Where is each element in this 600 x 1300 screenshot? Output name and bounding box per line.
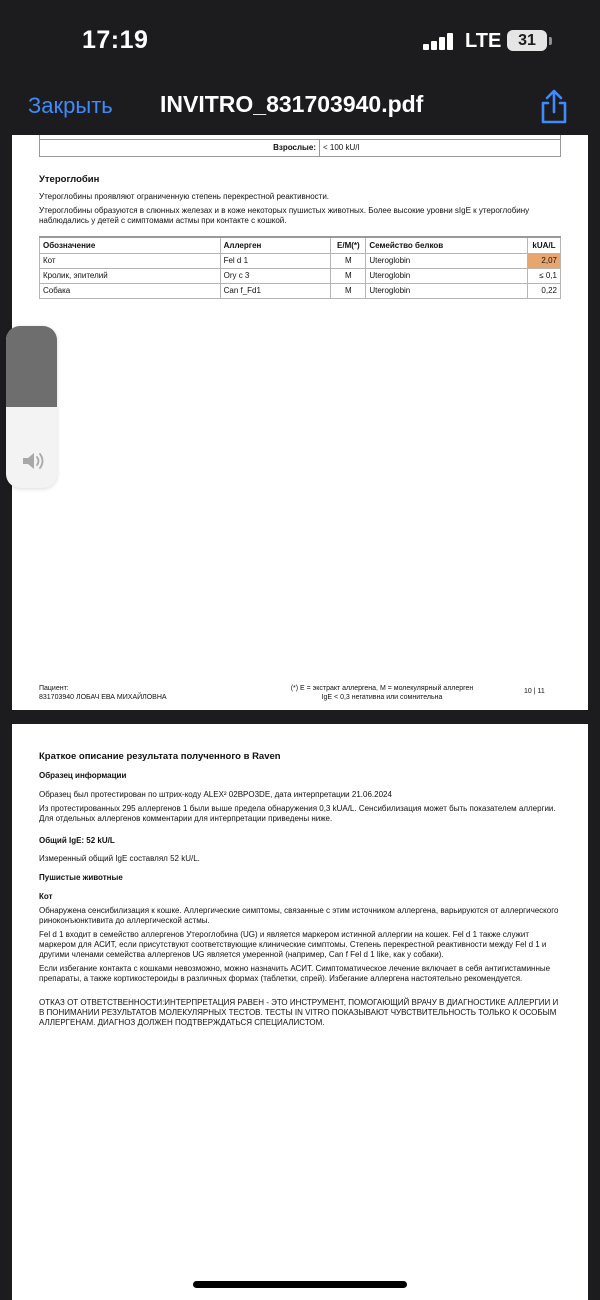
volume-slider[interactable]	[6, 326, 57, 488]
patient-label: Пациент:	[39, 685, 69, 692]
allergen-table	[39, 236, 561, 299]
paragraph: Fel d 1 входит в семейство аллергенов Утероглобина (UG) и является маркером истинной аллергии на кошек. Fel d 1 также служит маркером для АСИТ, если присутствуют соответствующие клинические симптомы. Степень перекрестной реактивности между Fel d 1 и другими членами семейства аллергенов UG является умеренной (например, Can f Fel d 1 like, как у собаки).	[39, 930, 547, 959]
table-cell: Fel d 1	[220, 253, 331, 268]
table-header-row	[40, 237, 561, 253]
table-cell: Uteroglobin	[366, 253, 528, 268]
share-button[interactable]	[537, 88, 571, 126]
paragraph: Если избегание контакта с кошками невозможно, можно назначить АСИТ. Симптоматическое лечение включает в себя антигистаминные препараты, а также кортикостероиды в различных формах (таблетки, спрей). Избегание аллергена настоятельно рекомендуется.	[39, 964, 551, 983]
table-cell: ≤ 0,1	[527, 268, 560, 283]
clock: 17:19	[82, 26, 149, 54]
section-paragraph: Утероглобины проявляют ограниченную степень перекрестной реактивности.	[39, 192, 330, 201]
navigation-bar	[0, 80, 600, 135]
paragraph: Образец был протестирован по штрих-коду ALEX² 02BPO3DE, дата интерпретации 21.06.2024	[39, 790, 392, 799]
table-cell: Uteroglobin	[366, 283, 528, 298]
legend-line: IgE < 0,3 негативна или сомнительна	[321, 693, 443, 701]
page-footer-patient	[39, 685, 167, 702]
paragraph: Измеренный общий IgE составлял 52 kU/L.	[39, 854, 200, 863]
reference-table	[39, 135, 561, 157]
battery-icon: 31	[507, 30, 547, 51]
table-cell: Кот	[40, 253, 221, 268]
table-cell: Can f_Fd1	[220, 283, 331, 298]
subheading: Кот	[39, 892, 53, 901]
column-header: Аллерген	[220, 237, 331, 253]
table-cell: Кролик, эпителий	[40, 268, 221, 283]
table-row	[40, 283, 561, 298]
table-cell: Uteroglobin	[366, 268, 528, 283]
pdf-page-11	[12, 724, 588, 1300]
column-header: E/M(*)	[331, 237, 366, 253]
table-cell: M	[331, 253, 366, 268]
table-cell: Собака	[40, 283, 221, 298]
status-bar	[0, 0, 600, 80]
page-footer-legend	[267, 685, 497, 702]
column-header: Семейство белков	[366, 237, 528, 253]
subheading: Образец информации	[39, 771, 127, 780]
reference-value: < 100 kU/l	[323, 143, 360, 152]
summary-title: Краткое описание результата полученного в Raven	[39, 751, 281, 762]
legend-line: (*) E = экстракт аллергена, M = молекулярный аллерген	[290, 685, 474, 692]
subheading: Общий IgE: 52 kU/L	[39, 836, 115, 845]
subheading: Пушистые животные	[39, 873, 123, 882]
table-row	[40, 268, 561, 283]
column-header: Обозначение	[40, 237, 221, 253]
reference-label: Взрослые:	[40, 140, 320, 156]
section-paragraph: Утероглобины образуются в слюнных железах и в коже некоторых пушистых животных. Более высокие уровни sIgE к утероглобину наблюдались у детей с симптомами астмы при контакте с кошкой.	[39, 206, 530, 225]
section-title: Утероглобин	[39, 174, 100, 185]
home-indicator[interactable]	[193, 1281, 407, 1288]
volume-level	[6, 326, 57, 407]
table-row	[40, 253, 561, 268]
table-cell: 0,22	[527, 283, 560, 298]
network-type: LTE	[465, 30, 502, 52]
table-cell: M	[331, 283, 366, 298]
battery-tip	[549, 37, 552, 45]
pdf-page-10	[12, 135, 588, 710]
cellular-signal-icon	[423, 33, 455, 50]
table-cell: Ory c 3	[220, 268, 331, 283]
share-icon	[537, 88, 571, 126]
paragraph: Обнаружена сенсибилизация к кошке. Аллергические симптомы, связанные с этим источником аллергена, варьируются от аллергического риноконъюнктивита до аллергической астмы.	[39, 906, 559, 925]
highlighted-value-cell: 2,07	[527, 253, 560, 268]
table-cell: M	[331, 268, 366, 283]
column-header: kUA/L	[527, 237, 560, 253]
disclaimer: ОТКАЗ ОТ ОТВЕТСТВЕННОСТИ:ИНТЕРПРЕТАЦИЯ РАВЕН - ЭТО ИНСТРУМЕНТ, ПОМОГАЮЩИЙ ВРАЧУ В ДИАГНОСТИКЕ АЛЛЕРГИИ И В ПОНИМАНИИ РЕЗУЛЬТАТОВ МОЛЕКУЛЯРНЫХ ТЕСТОВ. ТЕСТЫ IN VITRO ПОКАЗЫВАЮТ ЧУВСТВИТЕЛЬНОСТЬ ТОЛЬКО К ОСОБЫМ АЛЛЕРГЕНАМ. ДИАГНОЗ ДОЛЖЕН ПОДТВЕРЖДАТЬСЯ СПЕЦИАЛИСТОМ.	[39, 998, 559, 1027]
reference-row	[40, 140, 560, 156]
document-title: INVITRO_831703940.pdf	[160, 91, 424, 117]
speaker-icon	[20, 450, 46, 472]
page-number: 10 | 11	[524, 688, 545, 695]
close-button[interactable]: Закрыть	[28, 93, 113, 118]
patient-name: 831703940 ЛОБАЧ ЕВА МИХАЙЛОВНА	[39, 693, 167, 701]
paragraph: Из протестированных 295 аллергенов 1 были выше предела обнаружения 0,3 kUA/L. Сенсибилизация может быть показателем аллергии. Для отдельных аллергенов комментарии для интерпретации приведены ниже.	[39, 804, 556, 823]
